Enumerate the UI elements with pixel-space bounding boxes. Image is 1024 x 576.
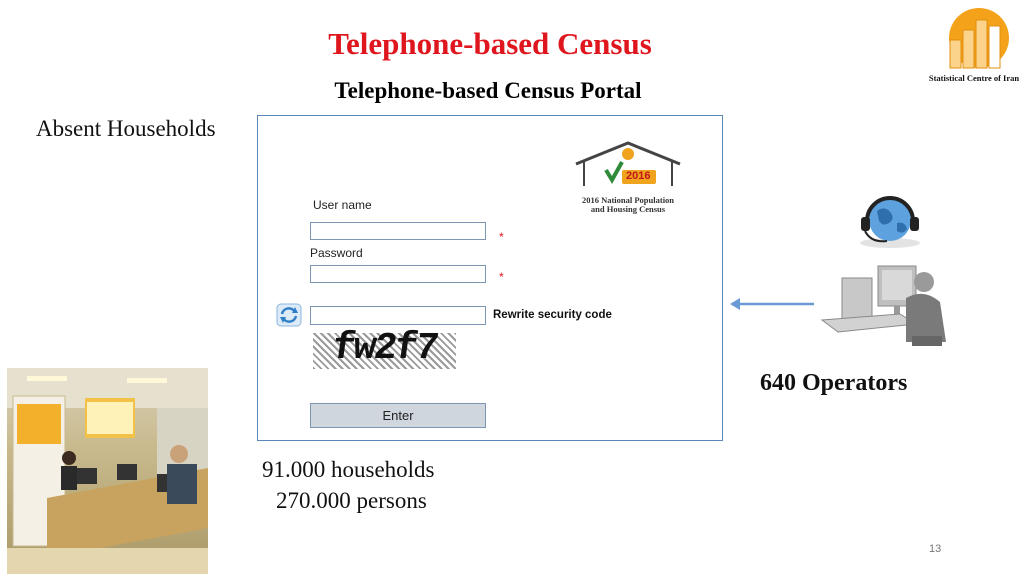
org-logo-graphic <box>944 6 1014 70</box>
census-logo-year: 2016 <box>626 170 651 182</box>
security-code-label: Rewrite security code <box>493 309 612 321</box>
census-logo-caption <box>570 196 686 214</box>
password-input[interactable] <box>310 265 486 283</box>
password-required-mark: * <box>499 270 504 284</box>
enter-button[interactable]: Enter <box>310 403 486 428</box>
operators-count: 640 Operators <box>760 370 908 396</box>
password-label: Password <box>310 246 363 260</box>
security-code-input[interactable] <box>310 306 486 325</box>
census-stats <box>262 454 435 516</box>
username-required-mark: * <box>499 230 504 244</box>
call-center-photo <box>7 368 208 574</box>
slide-subtitle: Telephone-based Census Portal <box>334 78 642 103</box>
census-logo <box>570 140 686 220</box>
headset-globe-icon <box>855 193 925 249</box>
arrow-left-icon <box>728 296 816 312</box>
org-logo <box>944 6 1014 70</box>
households-count: 91.000 households <box>262 457 435 482</box>
page-number: 13 <box>929 543 942 555</box>
operator-computer-icon <box>820 258 952 350</box>
persons-count: 270.000 persons <box>276 488 427 513</box>
captcha-image <box>313 327 456 370</box>
refresh-icon[interactable] <box>276 303 302 327</box>
slide-title: Telephone-based Census <box>328 26 652 61</box>
username-label: User name <box>313 198 372 212</box>
username-input[interactable] <box>310 222 486 240</box>
org-name: Statistical Centre of Iran <box>928 73 1020 83</box>
census-logo-line2: and Housing Census <box>590 204 666 214</box>
absent-households-label: Absent Households <box>36 116 216 141</box>
captcha-text: fw2f7 <box>329 327 440 370</box>
census-logo-line1: 2016 National Population <box>581 195 675 205</box>
